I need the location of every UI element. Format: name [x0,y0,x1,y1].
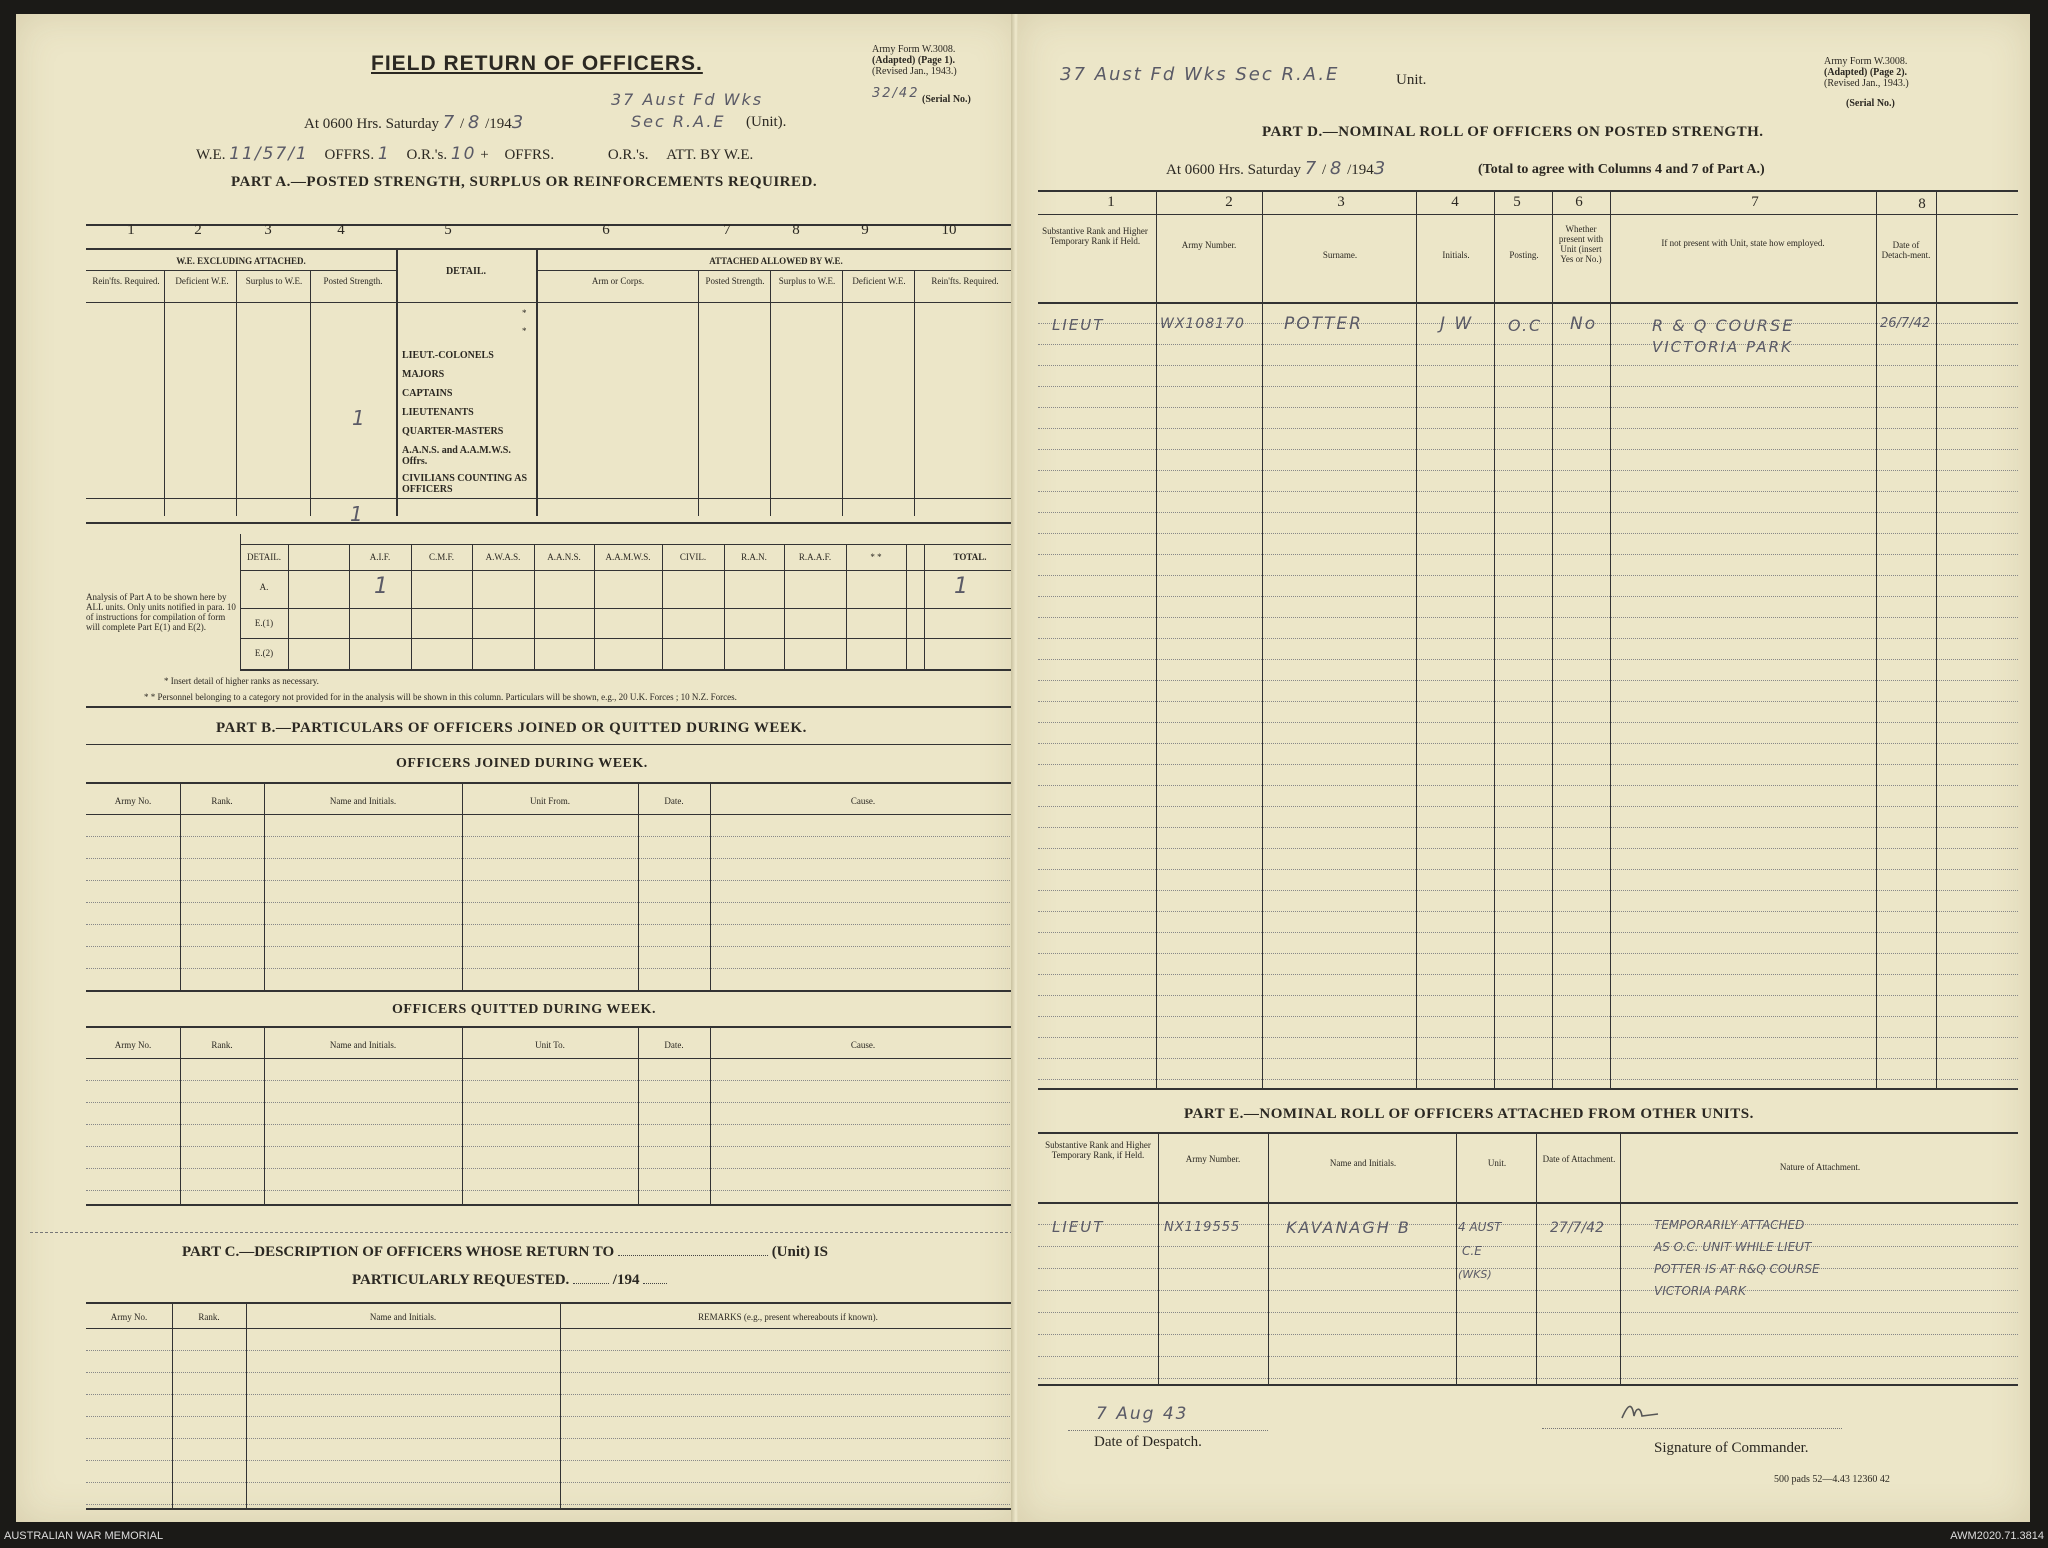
at-year-hw: 3 [1373,158,1388,179]
col-number: 10 [941,222,957,238]
part-d-title: PART D.—NOMINAL ROLL OF OFFICERS ON POSTED STRENGTH. [1262,124,1764,140]
ruled-line [1038,638,2018,639]
e-entry-nature-hw: VICTORIA PARK [1654,1284,1746,1298]
analysis-header: C.M.F. [428,552,455,562]
col-number: 8 [792,222,800,238]
ruled-line [1038,512,2018,513]
analysis-aif-hw: 1 [374,574,390,599]
analysis-row-label: A. [259,582,269,592]
detail-row: QUARTER-MASTERS [402,426,504,437]
entry-surname-hw: POTTER [1284,314,1363,334]
ruled-line [1038,1378,2018,1379]
analysis-header: * * [870,552,882,562]
analysis-row-label: E.(1) [254,618,274,628]
ruled-line [1038,533,2018,534]
footnote-1: * Insert detail of higher ranks as necessary. [164,676,319,686]
sub-header: Rein'fts. Required. [92,276,160,286]
detail-row: CAPTAINS [402,388,453,399]
joined-header: Army No. [114,796,152,806]
e-entry-unit-hw: C.E [1462,1244,1482,1258]
ruled-line [1038,722,2018,723]
form-ref-line: (Adapted) (Page 2). [1824,67,1908,78]
part-c-title: PART C.—DESCRIPTION OF OFFICERS WHOSE RETURN TO [182,1244,615,1260]
part-c-header: Rank. [198,1312,220,1322]
at-month-hw: 8 [1329,158,1344,179]
e-entry-army-no-hw: NX119555 [1164,1220,1241,1235]
entry-employed-hw: VICTORIA PARK [1652,338,1793,356]
col-number: 7 [1751,194,1759,210]
part-e-header: Name and Initials. [1329,1158,1397,1168]
part-c-unit: (Unit) IS [771,1244,828,1260]
unit-label: (Unit). [746,114,787,130]
e-entry-nature-hw: TEMPORARILY ATTACHED [1654,1218,1805,1232]
form-title: FIELD RETURN OF OFFICERS. [371,52,703,75]
ruled-line [86,1460,1016,1461]
quitted-header: Army No. [114,1040,152,1050]
we-value-hw: 11/57/1 [229,144,309,164]
ruled-line [1038,680,2018,681]
detail-row: LIEUTENANTS [402,407,474,418]
ruled-line [1038,806,2018,807]
footer-right: AWM2020.71.3814 [1950,1530,2044,1542]
analysis-row-label: E.(2) [254,648,274,658]
analysis-header: TOTAL. [953,552,987,562]
quitted-rows [86,1058,1016,1204]
ruled-line [1038,995,2018,996]
part-c-title-2: PARTICULARLY REQUESTED. [352,1272,570,1288]
sub-header: Deficient W.E. [852,276,906,286]
ruled-line [86,924,1016,925]
page-1: FIELD RETURN OF OFFICERS. Army Form W.3008. (Adapted) (Page 1). (Revised Jan., 1943.) 32/42 (Serial No.) At 0600 Hrs. Saturday 7 / 8 /1943 37 Aust Fd Wks Sec R.A.E (Unit). W.E. 11/57/1 OFFRS. 1 O.R.'s. 10 + OFFRS. O.R.'s. ATT. BY W.E. PART A.—POSTED STRENGTH, SURPLUS OR REINFORCEMENTS REQUIRED. 1 2 3 4 5 6 7 8 9 10 W.E. EXCLUDING ATTACHED. DETAIL. ATTACHED ALLOWED BY W.E. Rein'fts. Required. Deficient W.E. Surplus to W.E. Posted Strength. Arm or Corps. Posted Strength. Surplus to W.E. Deficient W.E. Rein'fts. Required. * * LIEUT.-COLONELS MAJORS CAPTAINS LIEUTENANTS QUARTER-MASTERS A.A.N.S. and A.A.M.W.S. Offrs. CIVILIANS COUNTING AS OFFICERS 1 1 Analysis of Part A to be shown here by ALL units. Only units notified in para. 10 of instructions for compilation of form will complete Part E(1) and E(2). DETAIL. A.I.F. C.M.F. A.W.A.S. A.A.N.S. A.A.M.W.S. CIVIL. R.A.N. R.A.A.F. * * TOTAL. A. E.(1) E.(2) 1 1 * Insert detail of higher ranks as necessary. * * Personnel belonging to a category not provided for in the analysis will be shown in this column. Particulars will be shown, e.g., 20 U.K. Forces ; 10 N.Z. Forces. PART B.—PARTICULARS OF OFFICERS JOINED OR QUITTED DURING WEEK. OFFICERS JOINED DURING WEEK. Army No. Rank. Name and Initials. Unit From. Date. Cause. OFFICERS QUITTED DURING WEEK. Army No. Rank. Name and Initials. Unit To. Date. Cause. PART C.—DESCRIPTION OF OFFICERS WHOSE RETURN TO (Unit) IS PARTICULARLY REQUESTED. /194 Army No. Rank. Name and Initials. REMARKS (e.g., present whereabouts if known). [16,14,1018,1522]
ruled-line [1038,1290,2018,1291]
at-label: At 0600 Hrs. Saturday [304,116,439,132]
at-month-hw: 8 [467,112,482,133]
entry-army-no-hw: WX108170 [1160,316,1245,332]
unit-hw-line2: Sec R.A.E [631,112,726,131]
ruled-line [1038,953,2018,954]
col-number: 2 [1225,194,1233,210]
ruled-line [86,1350,1016,1351]
part-d-header: If not present with Unit, state how employed. [1661,238,1825,248]
part-d-header: Date of Detach-ment. [1881,240,1931,260]
ruled-line [1038,554,2018,555]
joined-header: Rank. [211,796,233,806]
sub-header: Posted Strength. [705,276,765,286]
col-number: 9 [861,222,869,238]
ruled-line [86,1124,1016,1125]
col-number: 6 [602,222,610,238]
part-d-header: Initials. [1442,250,1470,260]
part-d-header: Substantive Rank and Higher Temporary Rank if Held. [1042,226,1148,246]
at-year-hw: 3 [511,112,526,133]
at-year: /194 [485,116,512,132]
part-c-line1 [182,1244,828,1261]
part-e-header: Nature of Attachment. [1779,1162,1861,1172]
ruled-line [1038,1058,2018,1059]
ruled-line [1038,1334,2018,1335]
joined-header: Name and Initials. [329,796,397,806]
ruled-line [1038,659,2018,660]
analysis-header: A.W.A.S. [485,552,521,562]
sub-header: Posted Strength. [323,276,383,286]
ruled-line [86,1504,1016,1505]
we-label: W.E. [196,147,226,163]
commander-signature [1618,1400,1668,1424]
col-number: 6 [1575,194,1583,210]
signature-label: Signature of Commander. [1654,1440,1809,1456]
col-number: 3 [264,222,272,238]
analysis-header: A.A.M.W.S. [605,552,651,562]
part-d-header: Army Number. [1181,240,1237,250]
form-ref-line: (Adapted) (Page 1). [872,55,956,66]
part-d-rows [1038,302,2018,1088]
ruled-line [1038,596,2018,597]
form-ref-line: (Revised Jan., 1943.) [1824,78,1909,89]
ruled-line [1038,470,2018,471]
detail-rank-list [402,346,532,495]
e-entry-name-hw: KAVANAGH B [1286,1218,1411,1237]
we-excluding-header: W.E. EXCLUDING ATTACHED. [176,256,306,266]
at-label: At 0600 Hrs. Saturday [1166,162,1301,178]
sub-header: Surplus to W.E. [245,276,303,286]
joined-header: Unit From. [529,796,570,806]
at-day-hw: 7 [1304,158,1319,179]
we-line [196,144,753,164]
unit-hw: 37 Aust Fd Wks Sec R.A.E [1060,64,1340,85]
ruled-line [1038,407,2018,408]
joined-rows [86,814,1016,990]
ruled-line [1038,701,2018,702]
ruled-line [1038,365,2018,366]
ors-value-hw: 10 [450,144,477,164]
ruled-line [1038,1246,2018,1247]
ruled-line [1038,386,2018,387]
sub-header: Rein'fts. Required. [931,276,999,286]
part-c-date: /194 [612,1272,640,1288]
ruled-line [86,858,1016,859]
page-2 [1018,14,2030,1522]
e-entry-unit-hw: 4 AUST [1458,1220,1502,1234]
offrs-label: OFFRS. [324,147,375,163]
part-d-header: Posting. [1509,250,1539,260]
part-d-header: Whether present with Unit (insert Yes or No.) [1558,224,1604,264]
col-number: 8 [1918,196,1926,212]
ruled-line [1038,428,2018,429]
detail-header: DETAIL. [445,266,487,277]
ruled-line [1038,1312,2018,1313]
part-c-header: Army No. [110,1312,148,1322]
analysis-header: R.A.N. [741,552,767,562]
serial-label: (Serial No.) [1846,98,1895,109]
analysis-header: A.A.N.S. [547,552,581,562]
part-e-header: Army Number. [1185,1154,1241,1164]
ruled-line [86,1438,1016,1439]
analysis-note: Analysis of Part A to be shown here by ALL units. Only units notified in para. 10 of instructions for compilation of form will complete Part E(1) and E(2). [86,592,236,632]
col-number: 2 [194,222,202,238]
ruled-line [86,1168,1016,1169]
part-c-header: Name and Initials. [369,1312,437,1322]
entry-posting-hw: O.C [1508,316,1543,335]
ruled-line [86,1416,1016,1417]
ors2-label: O.R.'s. [607,147,649,163]
part-a-title: PART A.—POSTED STRENGTH, SURPLUS OR REINFORCEMENTS REQUIRED. [231,174,818,190]
col-number: 5 [444,222,452,238]
ruled-line [1038,974,2018,975]
ruled-line [1038,869,2018,870]
ruled-line [1038,575,2018,576]
part-c-line2 [352,1272,667,1289]
ruled-line [86,946,1016,947]
ruled-line [1038,890,2018,891]
col-number: 5 [1513,194,1521,210]
ruled-line [86,836,1016,837]
unit-hw-line1: 37 Aust Fd Wks [611,90,764,109]
ruled-line [1038,764,2018,765]
quitted-header: Name and Initials. [329,1040,397,1050]
at-year: /194 [1347,162,1374,178]
part-b-title: PART B.—PARTICULARS OF OFFICERS JOINED OR QUITTED DURING WEEK. [216,720,807,736]
posted-lieut-hw: 1 [352,406,367,430]
ruled-line [1038,1037,2018,1038]
posted-total-hw: 1 [350,502,365,526]
despatch-label: Date of Despatch. [1094,1434,1202,1450]
ruled-line [1038,911,2018,912]
ruled-line [86,1080,1016,1081]
col-number: 7 [723,222,731,238]
ruled-line [86,880,1016,881]
ruled-line [1038,491,2018,492]
col-number: 4 [1451,194,1459,210]
part-e-header: Date of Attachment. [1542,1154,1616,1164]
footer-left: AUSTRALIAN WAR MEMORIAL [4,1530,164,1542]
analysis-header: A.I.F. [369,552,391,562]
analysis-header: DETAIL. [246,552,282,562]
e-entry-date-hw: 27/7/42 [1550,1220,1604,1236]
form-ref-line: Army Form W.3008. [1824,56,1908,67]
ruled-line [1038,827,2018,828]
ruled-line [1038,1356,2018,1357]
form-ref-line: (Revised Jan., 1943.) [872,66,957,77]
ruled-line [1038,1079,2018,1080]
sub-header: Surplus to W.E. [778,276,836,286]
sub-header: Arm or Corps. [591,276,645,286]
ors-label: O.R.'s. [406,147,448,163]
entry-rank-hw: LIEUT [1052,316,1105,334]
col-number: 4 [337,222,345,238]
form-reference [1824,56,1909,89]
quitted-header: Rank. [211,1040,233,1050]
ruled-line [1038,785,2018,786]
ruled-line [86,1372,1016,1373]
ruled-line [1038,344,2018,345]
form-reference [872,44,957,77]
ruled-line [1038,848,2018,849]
e-entry-nature-hw: AS O.C. UNIT WHILE LIEUT [1654,1240,1812,1254]
col-number: 3 [1337,194,1345,210]
analysis-header: CIVIL. [679,552,707,562]
col-number: 1 [1107,194,1115,210]
detail-row: MAJORS [402,369,445,380]
joined-header: Cause. [850,796,876,806]
at-day-hw: 7 [442,112,457,133]
part-d-header: Surname. [1322,250,1358,260]
offrs2-label: OFFRS. [504,147,555,163]
unit-label: Unit. [1396,72,1427,88]
e-entry-unit-hw: (WKS) [1458,1268,1492,1281]
part-e-header: Unit. [1487,1158,1507,1168]
ruled-line [86,1146,1016,1147]
despatch-date-hw: 7 Aug 43 [1096,1404,1189,1424]
analysis-total-hw: 1 [954,574,970,599]
at-line: At 0600 Hrs. Saturday 7 / 8 /1943 [304,112,526,133]
ruled-line [86,902,1016,903]
ruled-line [1038,743,2018,744]
part-e-header: Substantive Rank and Higher Temporary Rank, if Held. [1045,1140,1151,1160]
form-ref-line: Army Form W.3008. [872,44,956,55]
serial-label: (Serial No.) [922,94,971,105]
col-number: 1 [127,222,135,238]
ruled-line [86,1102,1016,1103]
sub-header: Deficient W.E. [175,276,229,286]
ruled-line [86,968,1016,969]
quitted-title: OFFICERS QUITTED DURING WEEK. [392,1002,656,1017]
part-e-title: PART E.—NOMINAL ROLL OF OFFICERS ATTACHED FROM OTHER UNITS. [1184,1106,1754,1122]
footnote-2: * * Personnel belonging to a category not provided for in the analysis will be shown in this column. Particulars will be shown, e.g., 20 U.K. Forces ; 10 N.Z. Forces. [144,692,737,702]
ruled-line [86,1482,1016,1483]
e-entry-nature-hw: POTTER IS AT R&Q COURSE [1654,1262,1820,1276]
attached-header: ATTACHED ALLOWED BY W.E. [709,256,843,266]
entry-detach-date-hw: 26/7/42 [1880,316,1931,331]
analysis-header: R.A.A.F. [798,552,832,562]
detail-row: CIVILIANS COUNTING AS OFFICERS [402,473,528,495]
e-entry-rank-hw: LIEUT [1052,1218,1105,1236]
joined-header: Date. [664,796,684,806]
detail-row: LIEUT.-COLONELS [402,350,494,361]
ruled-line [1038,449,2018,450]
total-note: (Total to agree with Columns 4 and 7 of Part A.) [1478,162,1765,177]
att-label: ATT. BY W.E. [666,147,754,163]
entry-initials-hw: J W [1440,314,1474,334]
quitted-header: Unit To. [535,1040,565,1050]
offrs-value-hw: 1 [377,144,391,164]
detail-row: A.A.N.S. and A.A.M.W.S. Offrs. [402,445,511,467]
part-c-header: REMARKS (e.g., present whereabouts if known). [698,1312,878,1322]
print-reference: 500 pads 52—4.43 12360 42 [1774,1474,1890,1485]
entry-present-hw: No [1570,314,1598,334]
ruled-line [1038,1016,2018,1017]
ruled-line [86,1190,1016,1191]
quitted-header: Date. [664,1040,684,1050]
at-line: At 0600 Hrs. Saturday 7 / 8 /1943 [1166,158,1388,179]
ruled-line [1038,617,2018,618]
ruled-line [1038,932,2018,933]
serial-number-hw: 32/42 [872,86,920,101]
part-c-rows [86,1328,1016,1508]
joined-title: OFFICERS JOINED DURING WEEK. [396,756,648,771]
ruled-line [86,1394,1016,1395]
entry-employed-hw: R & Q COURSE [1652,316,1795,335]
plus-sign: + [480,147,489,163]
ruled-line [1038,1268,2018,1269]
quitted-header: Cause. [850,1040,876,1050]
